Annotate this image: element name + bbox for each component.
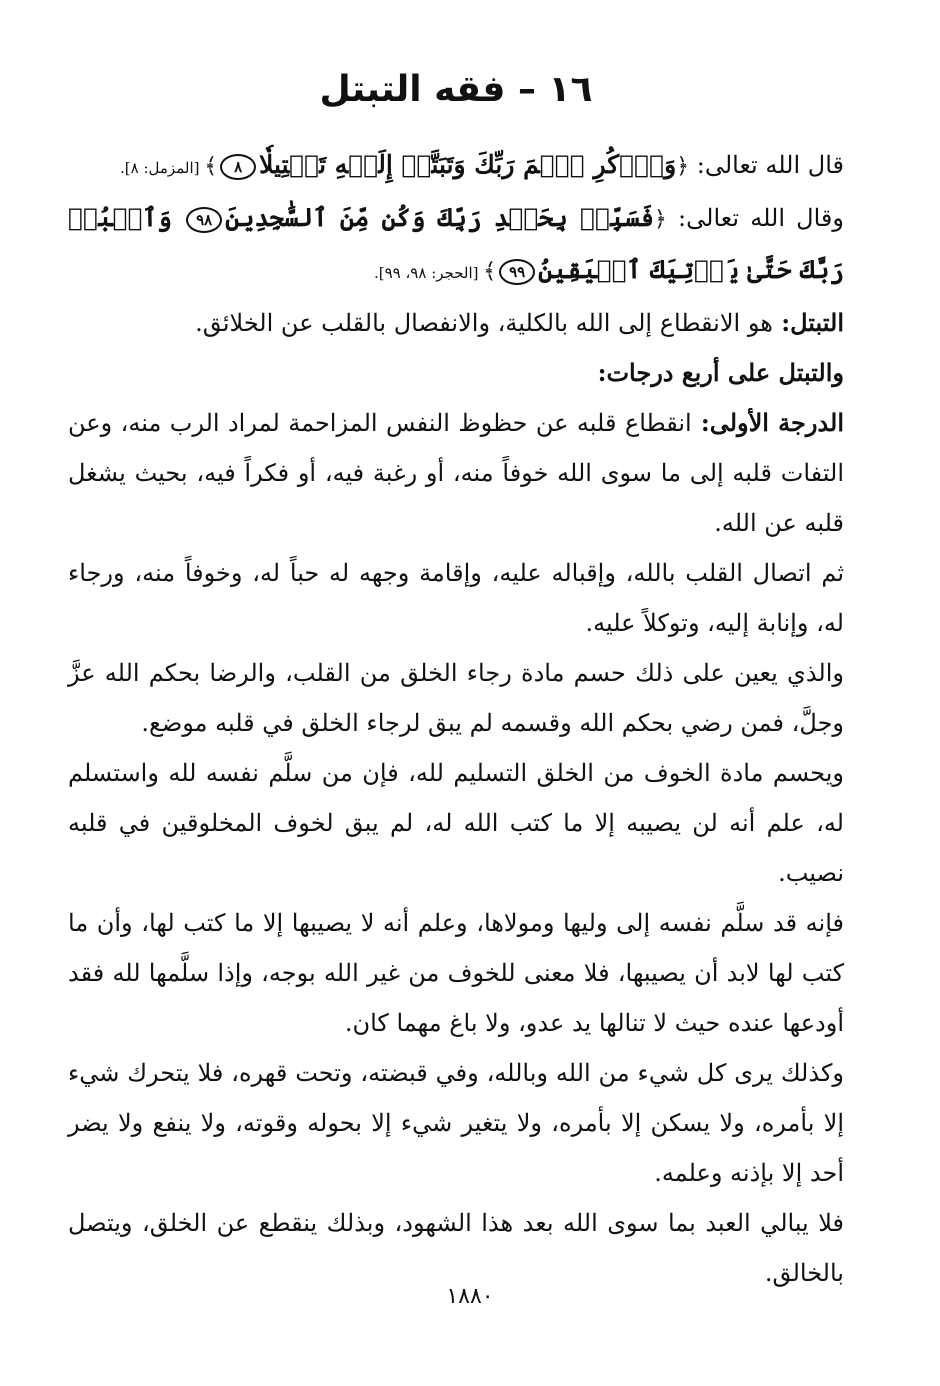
verse-1	[68, 140, 844, 193]
body-paragraph: فإنه قد سلَّم نفسه إلى وليها ومولاها، وعلم أنه لا يصيبها إلا ما كتب لها، وأن ما كتب لها لابد أن يصيبها، فلا معنى للخوف من غير الله بوجه، وإذا سلَّمها لله فقد أودعها عنده حيث لا تنالها يد عدو، ولا باغ مهما كان.	[68, 909, 844, 1037]
definition-text: هو الانقطاع إلى الله بالكلية، والانفصال بالقلب عن الخلائق.	[195, 309, 773, 337]
body-paragraph: فلا يبالي العبد بما سوى الله بعد هذا الشهود، وبذلك ينقطع عن الخلق، ويتصل بالخالق.	[68, 1209, 844, 1287]
page-content	[68, 60, 844, 1298]
ayah-number-marker: ٨	[220, 154, 256, 180]
verse-2-text-a: فَسَبِّحۡ بِحَمۡدِ رَبِّكَ وَكُن مِّنَ ٱلسَّٰجِدِينَ	[225, 203, 654, 232]
body-paragraph: ويحسم مادة الخوف من الخلق التسليم لله، فإن من سلَّم نفسه لله واستسلم له، علم أنه لن يصيبه إلا ما كتب الله له، لم يبق لخوف المخلوقين في قلبه نصيب.	[68, 759, 844, 887]
degree-1-text: انقطاع قلبه عن حظوظ النفس المزاحمة لمراد الرب منه، وعن التفات قلبه إلى ما سوى الله خوفاً منه، أو رغبة فيه، أو فكراً فيه، بحيث يشغل قلبه عن الله.	[68, 409, 844, 537]
verse-2-intro: وقال الله تعالى:	[666, 204, 844, 232]
degree-1-paragraph	[68, 398, 844, 548]
ayah-number-marker: ٩٩	[499, 259, 535, 285]
degrees-heading: والتبتل على أربع درجات:	[597, 358, 844, 387]
definition-term: التبتل:	[772, 308, 844, 337]
verse-1-close-bracket: ﴾	[204, 154, 218, 179]
body-paragraph: وكذلك يرى كل شيء من الله وبالله، وفي قبضته، وتحت قهره، فلا يتحرك شيء إلا بأمره، ولا يسكن إلا بأمره، ولا يتغير شيء إلا بحوله وقوته، ولا ينفع ولا يضر أحد إلا بإذنه وعلمه.	[68, 1059, 844, 1187]
verse-2-close-bracket: ﴾	[483, 259, 497, 284]
verse-1-reference: [المزمل: ٨].	[120, 159, 205, 177]
verse-1-intro: قال الله تعالى:	[689, 151, 844, 179]
verse-1-open-bracket: ﴿	[676, 154, 690, 179]
verse-2	[68, 193, 844, 298]
degree-1-term: الدرجة الأولى:	[691, 408, 845, 437]
ayah-number-marker: ٩٨	[186, 207, 222, 233]
page-title: ١٦ – فقه التبتل	[319, 69, 593, 110]
definition-paragraph	[68, 298, 844, 348]
body-paragraph: والذي يعين على ذلك حسم مادة رجاء الخلق من القلب، والرضا بحكم الله عزَّ وجلَّ، فمن رضي بحكم الله وقسمه لم يبق لرجاء الخلق في قلبه موضع.	[68, 659, 844, 737]
page-number: ١٨٨٠	[446, 1284, 494, 1309]
verse-2-text-b: وَٱعۡبُدۡ رَبَّكَ حَتَّىٰ يَأۡتِيَكَ ٱلۡيَقِينُ	[68, 203, 844, 284]
body-paragraph: ثم اتصال القلب بالله، وإقباله عليه، وإقامة وجهه له حباً له، وخوفاً منه، ورجاء له، وإنابة إليه، وتوكلاً عليه.	[68, 559, 844, 637]
verse-2-reference: [الحجر: ٩٨، ٩٩].	[373, 264, 484, 282]
verse-1-text: وَٱذۡكُرِ ٱسۡمَ رَبِّكَ وَتَبَتَّلۡ إِلَيۡهِ تَبۡتِيلٗا	[259, 150, 677, 179]
verse-2-open-bracket: ﴿	[654, 207, 667, 232]
